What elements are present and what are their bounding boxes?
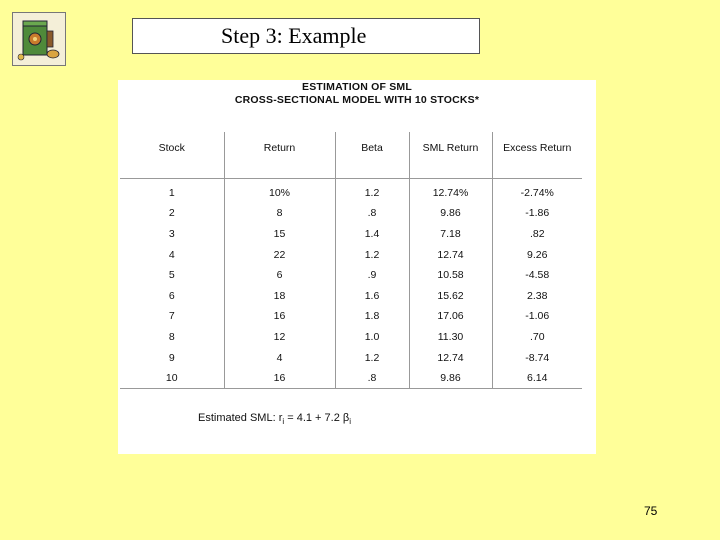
cell-beta: 1.8	[335, 306, 409, 327]
cell-return: 4	[224, 347, 335, 368]
table-row	[120, 265, 582, 286]
cell-excess-return: -1.86	[492, 203, 582, 224]
cell-sml-return: 12.74	[409, 347, 492, 368]
cell-excess-return: -1.06	[492, 306, 582, 327]
figure-heading: ESTIMATION OF SML	[302, 82, 412, 92]
cell-stock: 6	[168, 289, 175, 302]
table-row	[120, 224, 582, 245]
table-row	[120, 347, 582, 368]
cell-excess-return: -2.74%	[492, 178, 582, 203]
cell-return: 16	[224, 368, 335, 389]
table-row	[120, 368, 582, 389]
figure-subheading: CROSS-SECTIONAL MODEL WITH 10 STOCKS*	[234, 94, 480, 106]
cell-sml-return: 7.18	[409, 224, 492, 245]
estimated-sml-equation	[198, 412, 351, 426]
cell-beta: .8	[335, 368, 409, 389]
slide-title: Step 3: Example	[132, 18, 480, 54]
cell-excess-return: -8.74	[492, 347, 582, 368]
cell-sml-return: 9.86	[409, 203, 492, 224]
cell-stock: 5	[168, 269, 175, 282]
cell-sml-return: 10.58	[409, 265, 492, 286]
cell-excess-return: -4.58	[492, 265, 582, 286]
cell-beta: 1.2	[335, 347, 409, 368]
page-number: 75	[644, 504, 658, 518]
sml-table	[120, 132, 582, 389]
cell-sml-return: 9.86	[409, 368, 492, 389]
table-row	[120, 203, 582, 224]
cell-return: 8	[224, 203, 335, 224]
cell-beta: .8	[335, 203, 409, 224]
column-header-return: Return	[224, 132, 335, 178]
cell-return: 22	[224, 244, 335, 265]
cell-excess-return: 6.14	[492, 368, 582, 389]
cell-beta: 1.2	[335, 178, 409, 203]
cell-stock: 4	[168, 248, 175, 261]
cell-sml-return: 15.62	[409, 285, 492, 306]
cell-sml-return: 12.74%	[409, 178, 492, 203]
cell-beta: 1.6	[335, 285, 409, 306]
cell-stock: 2	[168, 207, 175, 220]
cell-sml-return: 11.30	[409, 327, 492, 348]
cell-stock: 7	[168, 310, 175, 323]
column-header-beta: Beta	[335, 132, 409, 178]
cell-stock: 8	[168, 330, 175, 343]
sml-lhs: $r_i$	[278, 412, 285, 427]
cell-return: 18	[224, 285, 335, 306]
sml-rhs: = 4.1 + 7.2 $\beta_i$	[287, 412, 351, 427]
cell-stock: 3	[168, 227, 175, 240]
cell-excess-return: .70	[492, 327, 582, 348]
cell-sml-return: 12.74	[409, 244, 492, 265]
cell-stock: 9	[168, 351, 175, 364]
cell-excess-return: .82	[492, 224, 582, 245]
cell-return: 10%	[224, 178, 335, 203]
cell-return: 6	[224, 265, 335, 286]
cell-beta: 1.2	[335, 244, 409, 265]
safe-logo-icon	[12, 12, 66, 66]
table-row	[120, 327, 582, 348]
cell-stock: 1	[168, 186, 175, 199]
cell-return: 12	[224, 327, 335, 348]
table-row	[120, 178, 582, 203]
sml-label: Estimated SML:	[198, 412, 276, 424]
column-header-excess-return: Excess Return	[492, 132, 582, 178]
cell-return: 15	[224, 224, 335, 245]
cell-return: 16	[224, 306, 335, 327]
column-header-stock: Stock	[120, 132, 224, 178]
table-row	[120, 306, 582, 327]
sml-table-figure	[118, 80, 596, 454]
column-header-sml-return: SML Return	[409, 132, 492, 178]
table-row	[120, 285, 582, 306]
cell-excess-return: 2.38	[492, 285, 582, 306]
cell-beta: 1.0	[335, 327, 409, 348]
table-header-row	[120, 132, 582, 178]
cell-beta: 1.4	[335, 224, 409, 245]
cell-excess-return: 9.26	[492, 244, 582, 265]
table-row	[120, 244, 582, 265]
cell-sml-return: 17.06	[409, 306, 492, 327]
cell-beta: .9	[335, 265, 409, 286]
cell-stock: 10	[120, 368, 224, 389]
